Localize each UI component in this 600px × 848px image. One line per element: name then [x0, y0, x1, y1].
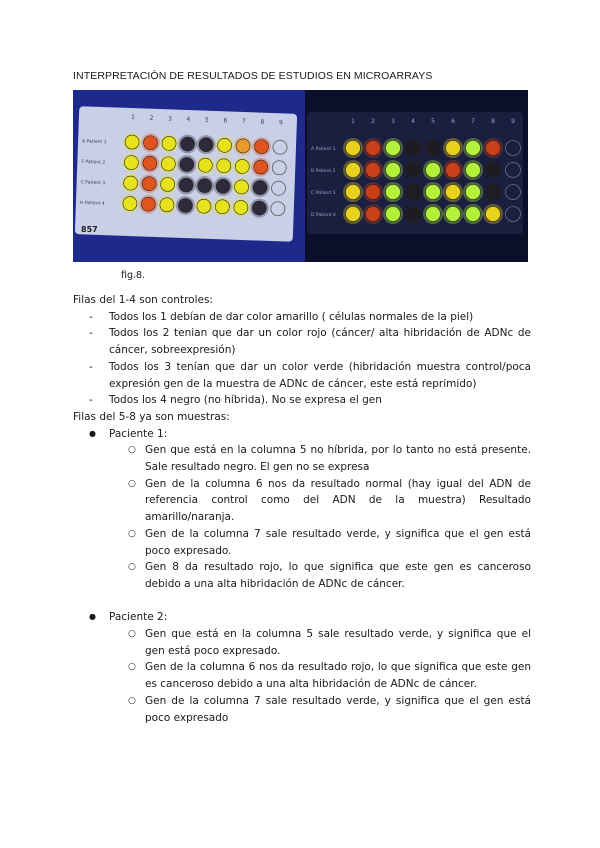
well-dark [406, 163, 421, 178]
column-label: 6 [223, 117, 228, 125]
well-dark [179, 178, 193, 192]
well-red [486, 141, 501, 156]
well-red [366, 163, 381, 178]
list-item: - Todos los 4 negro (no híbrida). No se expresa el gen [73, 392, 531, 409]
column-label: 8 [491, 118, 495, 125]
well-yellow [486, 207, 501, 222]
list-item: - Todos los 3 tenían que dar un color verde (hibridación muestra control/poca expresión gen de la muestra de ADNc de cáncer, este está reprimido) [73, 359, 531, 392]
document-body [73, 292, 531, 726]
page-title: INTERPRETACIÓN DE RESULTADOS DE ESTUDIOS EN MICROARRAYS [73, 70, 433, 82]
well-dark [406, 207, 421, 222]
patient-1-findings [109, 442, 531, 592]
well-dark [253, 180, 267, 194]
controls-list [73, 309, 531, 409]
well-dark [426, 141, 441, 156]
well-yellow [125, 135, 139, 149]
list-item: ○ Gen de la columna 7 sale resultado verde, y significa que el gen está poco expresado. [109, 526, 531, 559]
well-yellow [446, 185, 461, 200]
column-label: 3 [391, 118, 395, 125]
row-label: D Patient 4 [311, 213, 336, 218]
well-red [366, 207, 381, 222]
column-label: 5 [204, 116, 209, 124]
well-orange [236, 139, 250, 153]
microarray-photo-left [73, 90, 305, 262]
handwritten-note: 857 [81, 225, 98, 234]
well-yellow [446, 141, 461, 156]
well-green [446, 207, 461, 222]
well-dark [180, 157, 194, 171]
microarray-plate-right [305, 90, 528, 262]
microarray-plate-left [73, 90, 305, 262]
microarray-photo-right [305, 90, 528, 262]
patient-1-item [73, 426, 531, 593]
column-label: 3 [167, 115, 172, 123]
well-yellow [346, 163, 361, 178]
well-yellow [198, 158, 212, 172]
row-label: A Patient 1 [81, 139, 107, 146]
patient-1-label: Paciente 1: [109, 427, 168, 440]
well-yellow [162, 136, 176, 150]
row-label: F Patient 2 [81, 159, 106, 166]
controls-intro: Filas del 1-4 son controles: [73, 294, 213, 306]
samples-intro: Filas del 5-8 ya son muestras: [73, 410, 230, 423]
well-green [386, 185, 401, 200]
list-item: - Todos los 2 tenian que dar un color rojo (cáncer/ alta hibridación de ADNc de cáncer, sobreexpresión) [73, 325, 531, 358]
column-label: 9 [278, 119, 283, 127]
patient-2-item [73, 609, 531, 726]
well-red [366, 185, 381, 200]
well-red [143, 156, 157, 170]
column-label: 2 [371, 118, 375, 125]
list-item: ○ Gen que está en la columna 5 sale resultado verde, y significa que el gen está poco expresado. [109, 626, 531, 659]
row-label: H Patient 4 [79, 200, 105, 207]
well-red [254, 160, 268, 174]
column-label: 7 [471, 118, 475, 125]
well-yellow [161, 157, 175, 171]
column-label: 9 [511, 118, 515, 125]
well-red [446, 163, 461, 178]
well-dark [216, 179, 230, 193]
well-yellow [160, 177, 174, 191]
well-dark [406, 185, 421, 200]
well-yellow [234, 200, 248, 214]
well-green [426, 207, 441, 222]
figure-caption: fig.8. [121, 270, 146, 281]
well-green [426, 185, 441, 200]
well-dark [197, 178, 211, 192]
well-green [386, 163, 401, 178]
column-label: 6 [451, 118, 455, 125]
well-yellow [197, 199, 211, 213]
well-yellow [123, 196, 137, 210]
well-yellow [217, 138, 231, 152]
column-label: 2 [149, 114, 154, 122]
list-item: ○ Gen que está en la columna 5 no híbrida, por lo tanto no está presente. Sale resultado negro. El gen no se expresa [109, 442, 531, 475]
column-label: 8 [260, 118, 265, 126]
well-yellow [346, 185, 361, 200]
well-yellow [215, 200, 229, 214]
row-label: B Patient 2 [311, 169, 336, 174]
well-yellow [346, 207, 361, 222]
patients-list [73, 426, 531, 727]
well-red [366, 141, 381, 156]
well-green [466, 185, 481, 200]
well-dark [252, 201, 266, 215]
list-item: - Todos los 1 debían de dar color amarillo ( células normales de la piel) [73, 309, 531, 326]
row-label: C Patient 3 [311, 191, 336, 196]
well-green [386, 207, 401, 222]
well-red [141, 197, 155, 211]
well-red [142, 176, 156, 190]
list-item: ○ Gen de la columna 6 nos da resultado normal (hay igual del ADN de referencia control como del ADN de la muestra) Resultado amarillo/naranja. [109, 476, 531, 526]
well-yellow [346, 141, 361, 156]
well-green [466, 141, 481, 156]
well-dark [406, 141, 421, 156]
well-green [386, 141, 401, 156]
column-label: 4 [411, 118, 415, 125]
well-yellow [235, 159, 249, 173]
well-green [426, 163, 441, 178]
patient-2-label: Paciente 2: [109, 611, 168, 624]
row-label: C Patient 3 [80, 180, 106, 187]
column-label: 4 [186, 115, 191, 124]
well-yellow [234, 180, 248, 194]
column-label: 5 [431, 118, 435, 125]
well-green [466, 207, 481, 222]
well-yellow [160, 198, 174, 212]
column-label: 7 [241, 117, 246, 126]
well-dark [180, 137, 194, 151]
well-yellow [124, 155, 138, 169]
list-item: ○ Gen de la columna 6 nos da resultado rojo, lo que significa que este gen es canceroso debido a una alta hibridación de ADNc de cáncer. [109, 659, 531, 692]
row-label: A Patient 1 [311, 147, 336, 152]
column-label: 1 [130, 114, 135, 122]
well-yellow [217, 159, 231, 173]
list-spacer [73, 593, 531, 610]
list-item: ○ Gen de la columna 7 sale resultado verde, y significa que el gen está poco expresado [109, 693, 531, 726]
patient-2-findings [109, 626, 531, 726]
column-label: 1 [351, 118, 355, 125]
well-dark [486, 163, 501, 178]
well-red [254, 139, 268, 153]
well-green [466, 163, 481, 178]
well-dark [199, 137, 213, 151]
well-red [143, 136, 157, 150]
list-item: ○ Gen 8 da resultado rojo, lo que significa que este gen es canceroso debido a una alta hibridación de ADNc de cáncer. [109, 559, 531, 592]
well-yellow [123, 176, 137, 190]
well-dark [486, 185, 501, 200]
well-dark [178, 198, 192, 212]
